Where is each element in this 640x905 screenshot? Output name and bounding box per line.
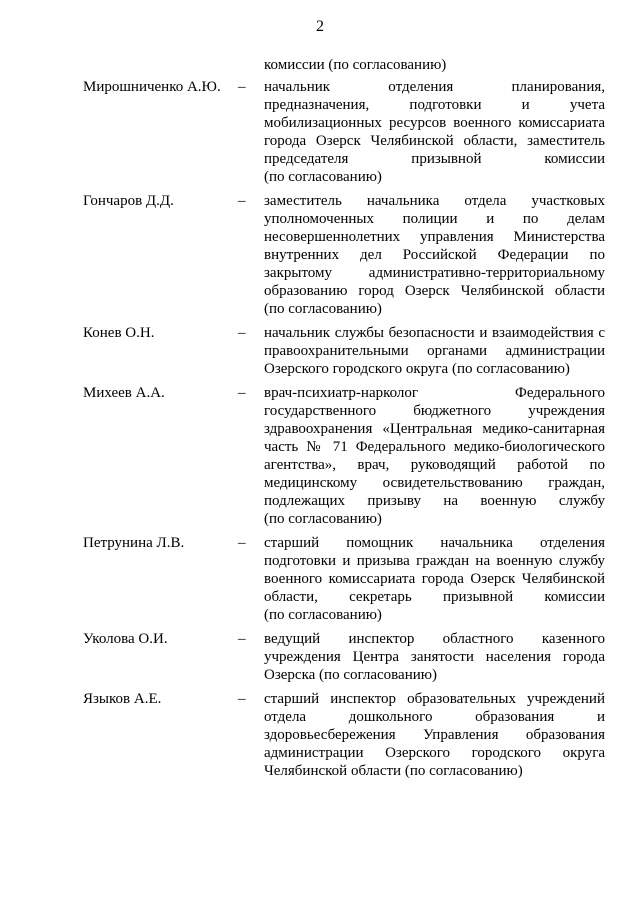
member-role	[264, 690, 605, 780]
member-role-line: начальник отделения планирования,	[264, 79, 605, 95]
member-entry	[83, 630, 605, 684]
member-role-line: администрации Озерского городского округа	[264, 745, 605, 761]
member-entry	[83, 78, 605, 186]
member-role-line: начальник службы безопасности и взаимодействия с	[264, 325, 605, 341]
member-role-line: несовершеннолетних управления Министерства	[264, 229, 605, 245]
member-role-line: учреждения Центра занятости населения города	[264, 649, 605, 665]
member-entry	[83, 384, 605, 528]
member-entry	[83, 534, 605, 624]
member-role-line: военного комиссариата города Озерск Челябинской	[264, 571, 605, 587]
member-dash: –	[238, 325, 246, 341]
member-role-line: подготовки и призыва граждан на военную службу	[264, 553, 605, 569]
member-role-line: образованию город Озерск Челябинской области	[264, 283, 605, 299]
member-name: Гончаров Д.Д.	[83, 193, 174, 209]
member-role	[264, 534, 605, 624]
member-role-line: старший помощник начальника отделения	[264, 535, 605, 551]
member-role	[264, 630, 605, 684]
member-role-line: закрытому административно-территориальному	[264, 265, 605, 281]
member-role	[264, 192, 605, 318]
member-name: Конев О.Н.	[83, 325, 155, 341]
member-dash: –	[238, 535, 246, 551]
member-role-line: Озерского городского округа (по согласованию)	[264, 361, 570, 377]
member-name: Языков А.Е.	[83, 691, 162, 707]
member-dash: –	[238, 691, 246, 707]
member-role-line: ведущий инспектор областного казенного	[264, 631, 605, 647]
member-role-line: старший инспектор образовательных учреждений	[264, 691, 605, 707]
members-container	[83, 78, 605, 780]
member-role-line: (по согласованию)	[264, 607, 382, 623]
commission-member-list	[83, 56, 605, 786]
member-role-line: (по согласованию)	[264, 511, 382, 527]
member-role-line: области, секретарь призывной комиссии	[264, 589, 605, 605]
member-role-line: (по согласованию)	[264, 169, 382, 185]
member-dash: –	[238, 79, 246, 95]
member-role-line: здоровьесбережения Управления образования	[264, 727, 605, 743]
member-role-line: государственного бюджетного учреждения	[264, 403, 605, 419]
member-role-line: (по согласованию)	[264, 301, 382, 317]
member-entry	[83, 324, 605, 378]
member-role-line: председателя призывной комиссии	[264, 151, 605, 167]
member-role-line: медицинскому освидетельствованию граждан,	[264, 475, 605, 491]
member-name: Мирошниченко А.Ю.	[83, 79, 221, 95]
member-dash: –	[238, 385, 246, 401]
member-role	[264, 324, 605, 378]
member-role-line: заместитель начальника отдела участковых	[264, 193, 605, 209]
member-role-line: агентства», врач, руководящий работой по	[264, 457, 605, 473]
member-role	[264, 384, 605, 528]
member-role-line: города Озерск Челябинской области, заместитель	[264, 133, 605, 149]
continuation-text: комиссии (по согласованию)	[264, 57, 447, 73]
member-dash: –	[238, 631, 246, 647]
member-role-line: здравоохранения «Центральная медико-санитарная	[264, 421, 605, 437]
member-role-line: уполномоченных полиции и по делам	[264, 211, 605, 227]
member-role-line: мобилизационных ресурсов военного комиссариата	[264, 115, 605, 131]
member-role-line: внутренних дел Российской Федерации по	[264, 247, 605, 263]
member-role-line: Озерска (по согласованию)	[264, 667, 437, 683]
member-role-line: правоохранительными органами администрации	[264, 343, 605, 359]
page-number: 2	[316, 18, 324, 35]
member-entry	[83, 192, 605, 318]
member-name: Петрунина Л.В.	[83, 535, 185, 551]
member-entry	[83, 690, 605, 780]
member-role-line: предназначения, подготовки и учета	[264, 97, 605, 113]
member-role	[264, 78, 605, 186]
member-role-line: врач-психиатр-нарколог Федерального	[264, 385, 605, 401]
member-role-line: отдела дошкольного образования и	[264, 709, 605, 725]
member-name: Уколова О.И.	[83, 631, 168, 647]
member-role-line: Челябинской области (по согласованию)	[264, 763, 523, 779]
member-role-line: подлежащих призыву на военную службу	[264, 493, 605, 509]
member-dash: –	[238, 193, 246, 209]
member-name: Михеев А.А.	[83, 385, 165, 401]
member-role-line: часть № 71 Федерального медико-биологического	[264, 439, 605, 455]
